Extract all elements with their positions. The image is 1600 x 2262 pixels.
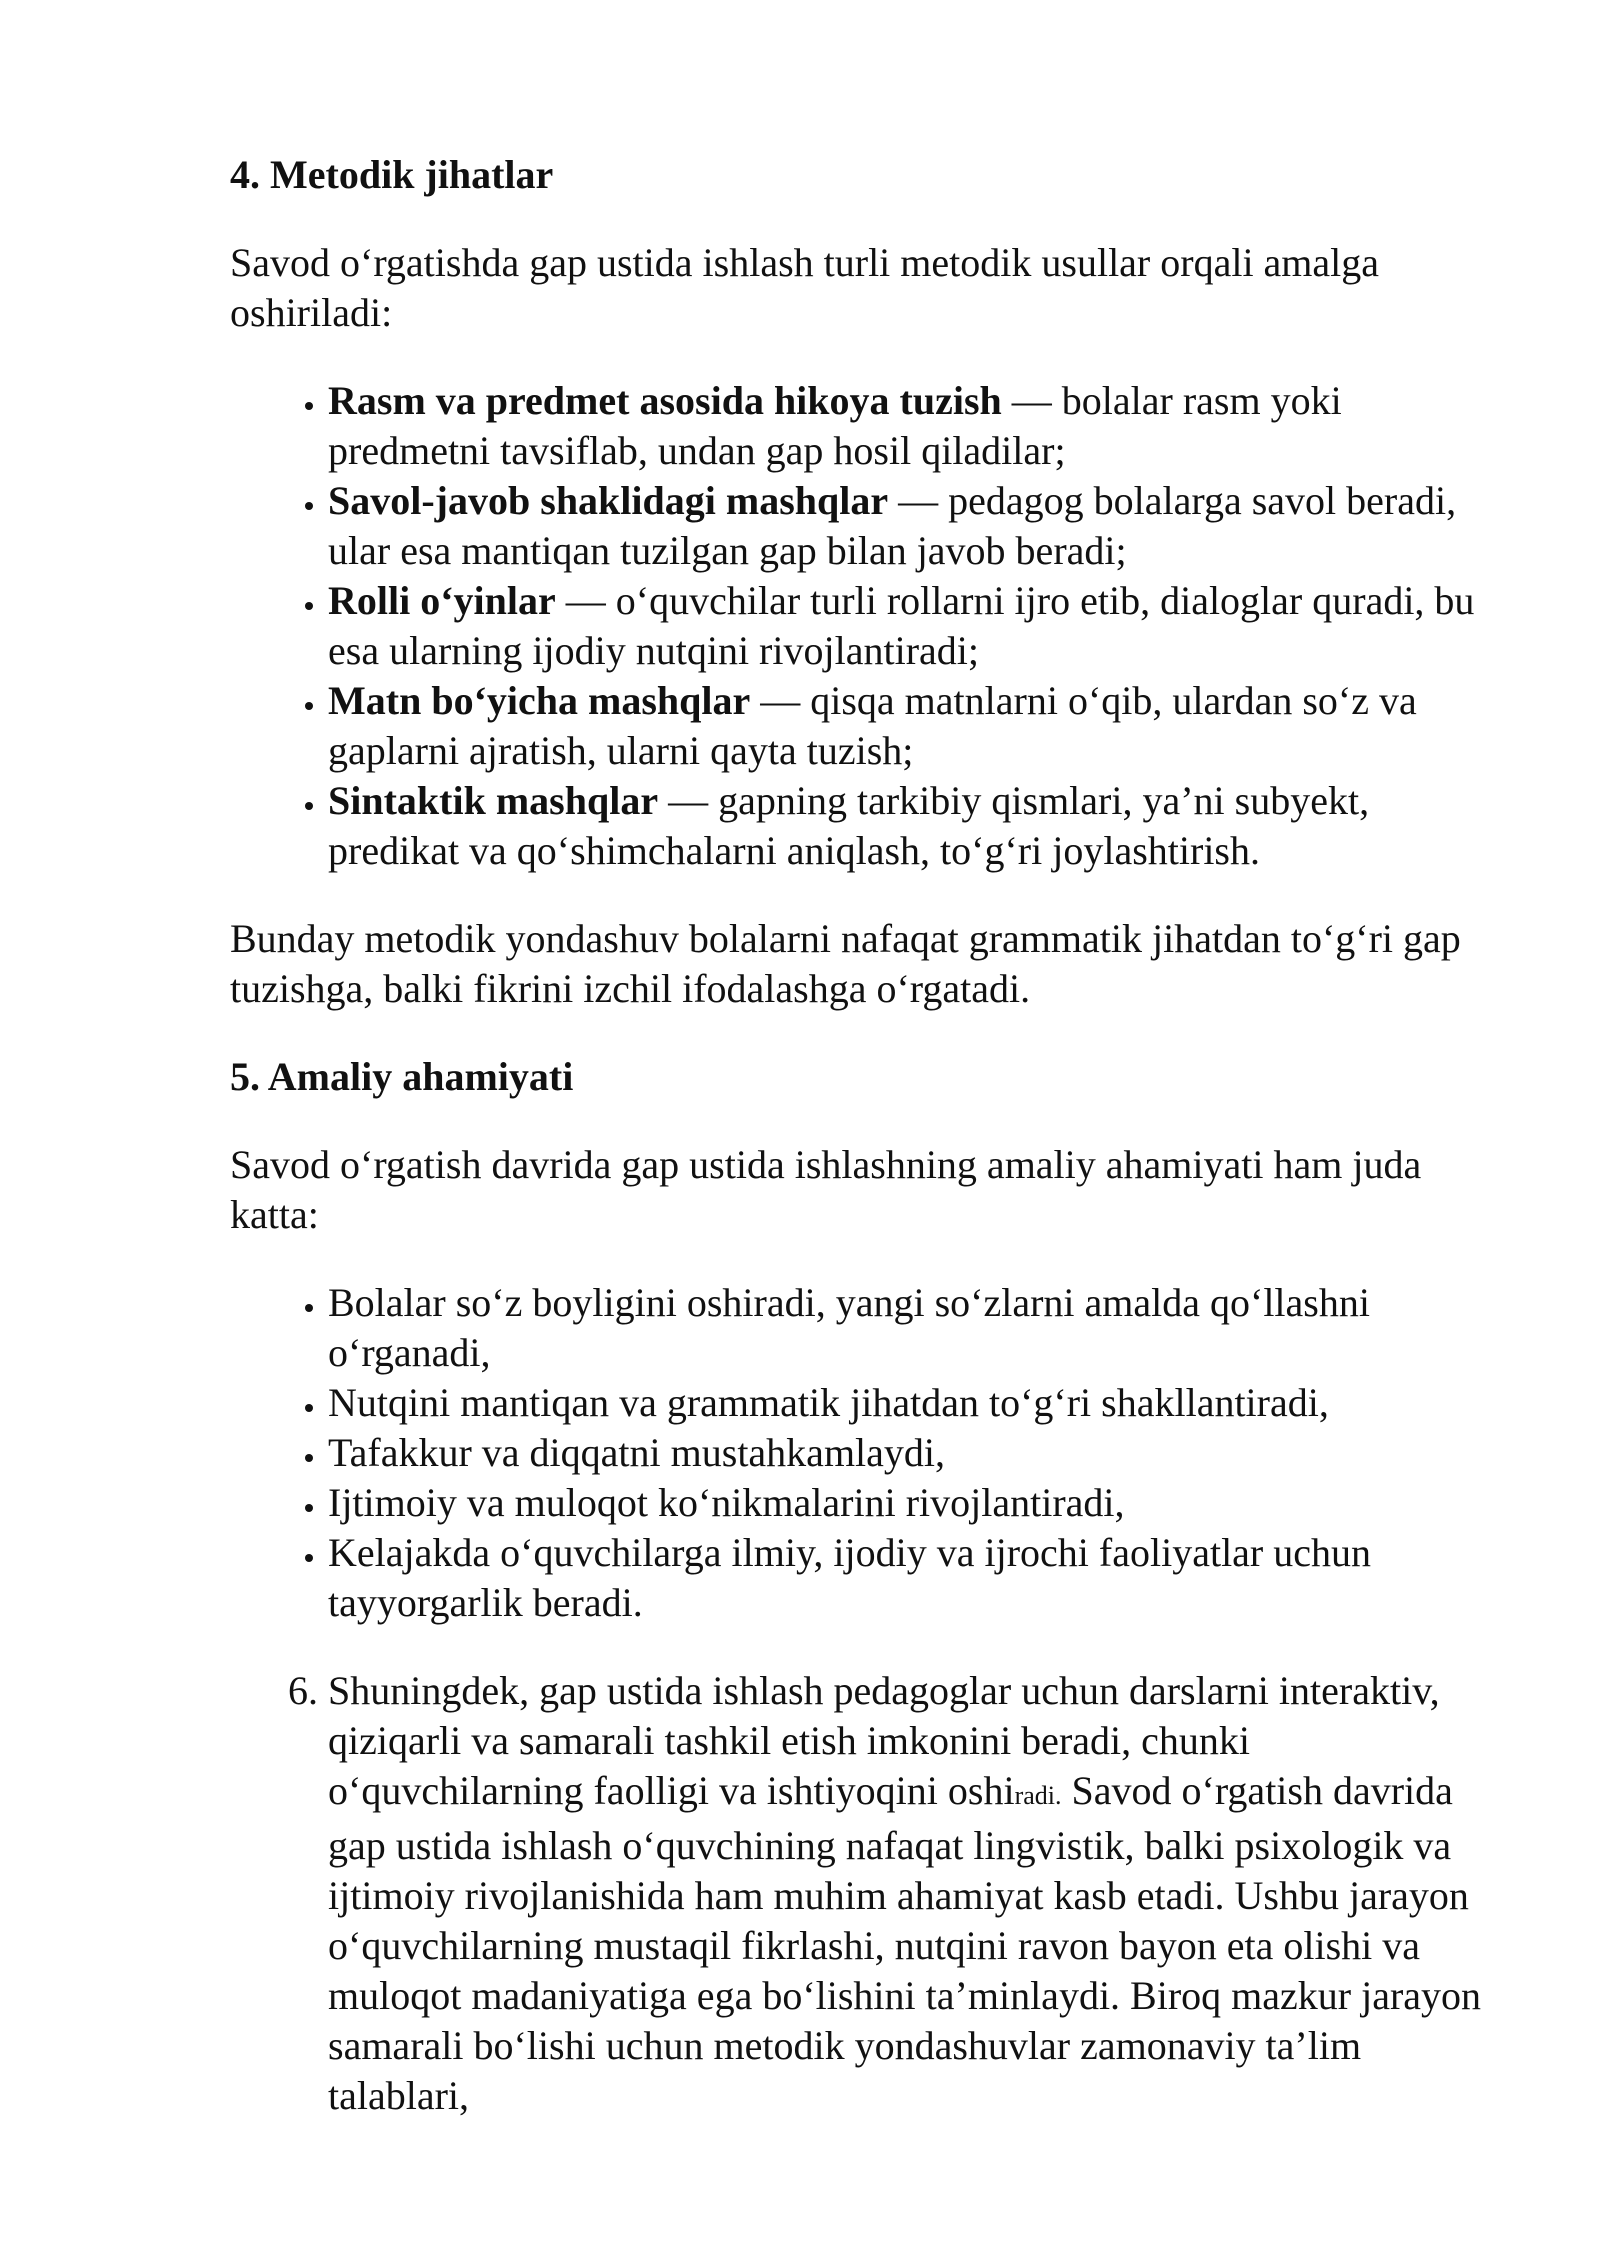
list-item: • Bolalar so‘z boyligini oshiradi, yangi so‘zlarni amalda qo‘llashni o‘rganadi, <box>328 1278 1500 1378</box>
section-5-heading: 5. Amaliy ahamiyati <box>230 1054 574 1099</box>
document-page <box>230 150 1500 2121</box>
list-item: • Nutqini mantiqan va grammatik jihatdan to‘g‘ri shakllantiradi, <box>328 1378 1500 1428</box>
list-item-term: Sintaktik mashqlar <box>328 778 659 823</box>
section-4-intro: Savod o‘rgatishda gap ustida ishlash turli metodik usullar orqali amalga oshiriladi: <box>230 240 1380 335</box>
list-item-desc: — qisqa matnlarni o‘qib, ulardan so‘z va gaplarni ajratish, ularni qayta tuzish; <box>328 678 1417 773</box>
list-item <box>328 376 1500 476</box>
list-item <box>328 476 1500 576</box>
item-6-text-small: radi. <box>1014 1781 1062 1810</box>
list-item-desc: — bolalar rasm yoki predmetni tavsiflab, undan gap hosil qiladilar; <box>328 378 1342 473</box>
list-item <box>328 576 1500 676</box>
list-item <box>328 776 1500 876</box>
list-item-desc: — pedagog bolalarga savol beradi, ular esa mantiqan tuzilgan gap bilan javob beradi; <box>328 478 1457 573</box>
section-4-heading: 4. Metodik jihatlar <box>230 152 554 197</box>
list-item-term: Matn bo‘yicha mashqlar <box>328 678 751 723</box>
item-6-text-part2: Savod o‘rgatish davrida gap ustida ishlash o‘quvchining nafaqat lingvistik, balki psixologik va ijtimoiy rivojlanishida ham muhim ahamiyat kasb etadi. Ushbu jarayon o‘quvchilarning mustaqil fikrlashi, nutqini ravon bayon eta olishi va muloqot madaniyatiga ega bo‘lishini ta’minlaydi. Biroq mazkur jarayon samarali bo‘lishi uchun metodik yondashuvlar zamonaviy ta’lim talablari, <box>328 1768 1482 2118</box>
list-item-desc: — o‘quvchilar turli rollarni ijro etib, dialoglar quradi, bu esa ularning ijodiy nutqini rivojlantiradi; <box>328 578 1475 673</box>
section-5-list <box>230 1278 1500 1628</box>
list-item: • Kelajakda o‘quvchilarga ilmiy, ijodiy va ijrochi faoliyatlar uchun tayyorgarlik beradi. <box>328 1528 1500 1628</box>
list-item-term: Savol-javob shaklidagi mashqlar <box>328 478 889 523</box>
numbered-list <box>230 1666 1500 2121</box>
section-5-intro: Savod o‘rgatish davrida gap ustida ishlashning amaliy ahamiyati ham juda katta: <box>230 1142 1422 1237</box>
list-item <box>328 676 1500 776</box>
section-4-conclusion: Bunday metodik yondashuv bolalarni nafaqat grammatik jihatdan to‘g‘ri gap tuzishga, balki fikrini izchil ifodalashga o‘rgatadi. <box>230 916 1461 1011</box>
list-item: • Ijtimoiy va muloqot ko‘nikmalarini rivojlantiradi, <box>328 1478 1500 1528</box>
list-item-term: Rasm va predmet asosida hikoya tuzish <box>328 378 1002 423</box>
list-item: • Tafakkur va diqqatni mustahkamlaydi, <box>328 1428 1500 1478</box>
section-4-list <box>230 376 1500 876</box>
list-item-term: Rolli o‘yinlar <box>328 578 556 623</box>
item-6-text-part1: Shuningdek, gap ustida ishlash pedagoglar uchun darslarni interaktiv, qiziqarli va samarali tashkil etish imkonini beradi, chunki o‘quvchilarning faolligi va ishtiyoqini oshi <box>328 1668 1440 1813</box>
list-item-desc: — gapning tarkibiy qismlari, ya’ni subyekt, predikat va qo‘shimchalarni aniqlash, to‘g‘ri joylashtirish. <box>328 778 1370 873</box>
numbered-item-6 <box>328 1666 1500 2121</box>
